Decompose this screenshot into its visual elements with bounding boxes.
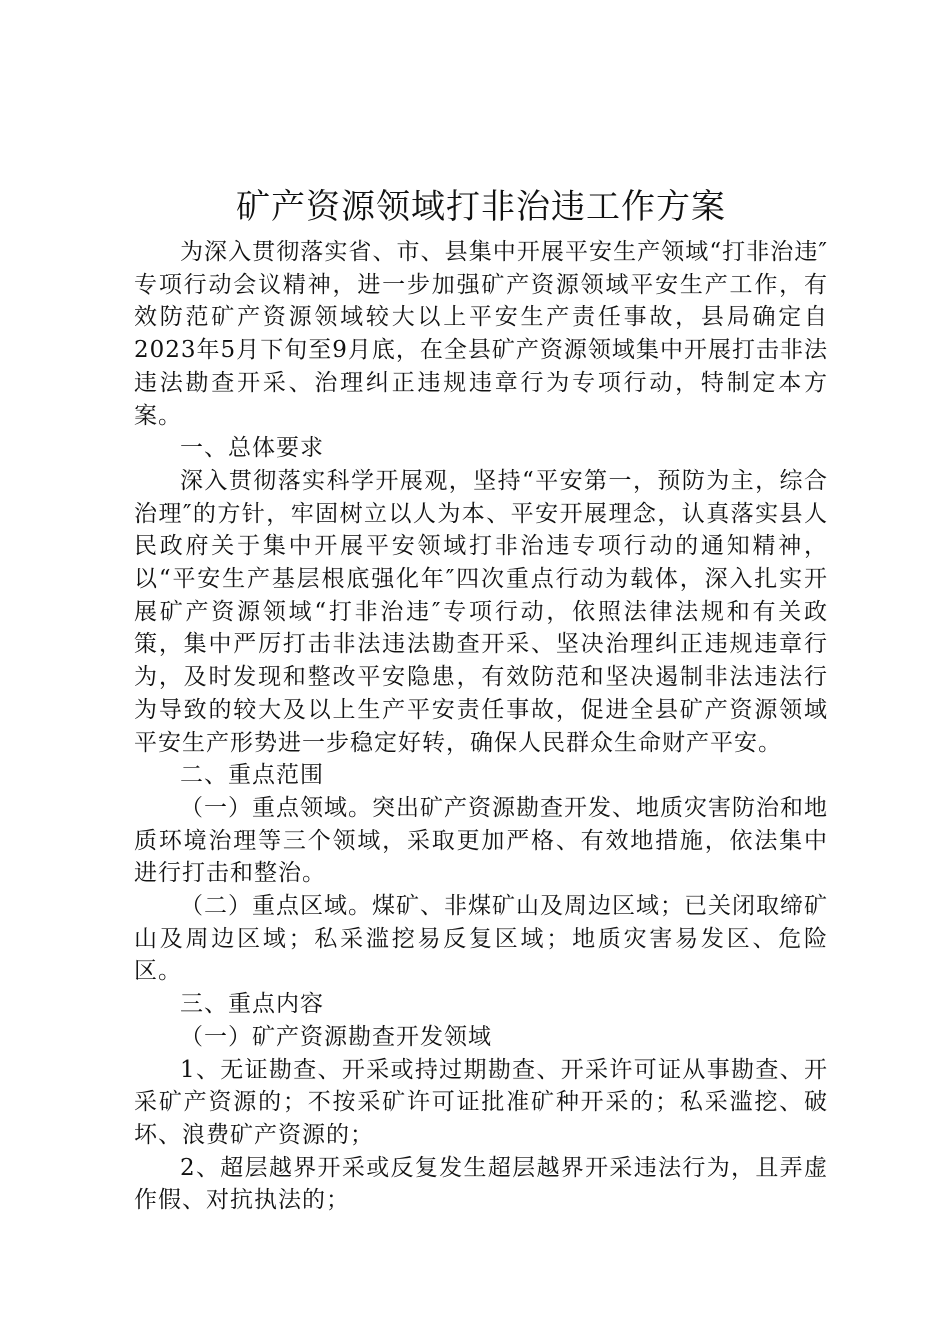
document-title: 矿产资源领域打非治违工作方案 [236, 187, 726, 227]
intro-paragraph: 为深入贯彻落实省、市、县集中开展平安生产领域“打非治违″专项行动会议精神，进一步加强矿产资源领域平安生产工作，有效防范矿产资源领域较大以上平安生产责任事故，县局确定自2023年5月下旬至9月底，在全县矿产资源领域集中开展打击非法违法勘查开采、治理纠正违规违章行为专项行动，特制定本方案。 [134, 239, 828, 429]
general-requirements-paragraph: 深入贯彻落实科学开展观，坚持“平安第一，预防为主，综合治理″的方针，牢固树立以人为本、平安开展理念，认真落实县人民政府关于集中开展平安领域打非治违专项行动的通知精神，以“平安生产基层根底强化年″四次重点行动为载体，深入扎实开展矿产资源领域“打非治违″专项行动，依照法律法规和有关政策，集中严厉打击非法违法勘查开采、坚决治理纠正违规违章行为，及时发现和整改平安隐患，有效防范和坚决遏制非法违法行为导致的较大及以上生产平安责任事故，促进全县矿产资源领域平安生产形势进一步稳定好转，确保人民群众生命财产平安。 [134, 467, 828, 756]
subsection-heading-mineral-exploration: （一）矿产资源勘查开发领域 [180, 1023, 492, 1050]
document-page [134, 180, 828, 1217]
key-areas-paragraph: （二）重点区域。煤矿、非煤矿山及周边区域；已关闭取缔矿山及周边区域；私采滥挖易反复区域；地质灾害易发区、危险区。 [134, 893, 828, 985]
point-2-paragraph: 2、超层越界开采或反复发生超层越界开采违法行为，且弄虚作假、对抗执法的； [134, 1154, 828, 1214]
point-1-paragraph: 1、无证勘查、开采或持过期勘查、开采许可证从事勘查、开采矿产资源的；不按采矿许可证批准矿种开采的；私采滥挖、破坏、浪费矿产资源的； [134, 1056, 828, 1148]
section-heading-general-requirements: 一、总体要求 [180, 435, 324, 462]
section-heading-key-scope: 二、重点范围 [180, 762, 324, 789]
key-fields-paragraph: （一）重点领域。突出矿产资源勘查开发、地质灾害防治和地质环境治理等三个领域，采取更加严格、有效地措施，依法集中进行打击和整治。 [134, 794, 828, 887]
section-heading-key-content: 三、重点内容 [180, 991, 324, 1018]
